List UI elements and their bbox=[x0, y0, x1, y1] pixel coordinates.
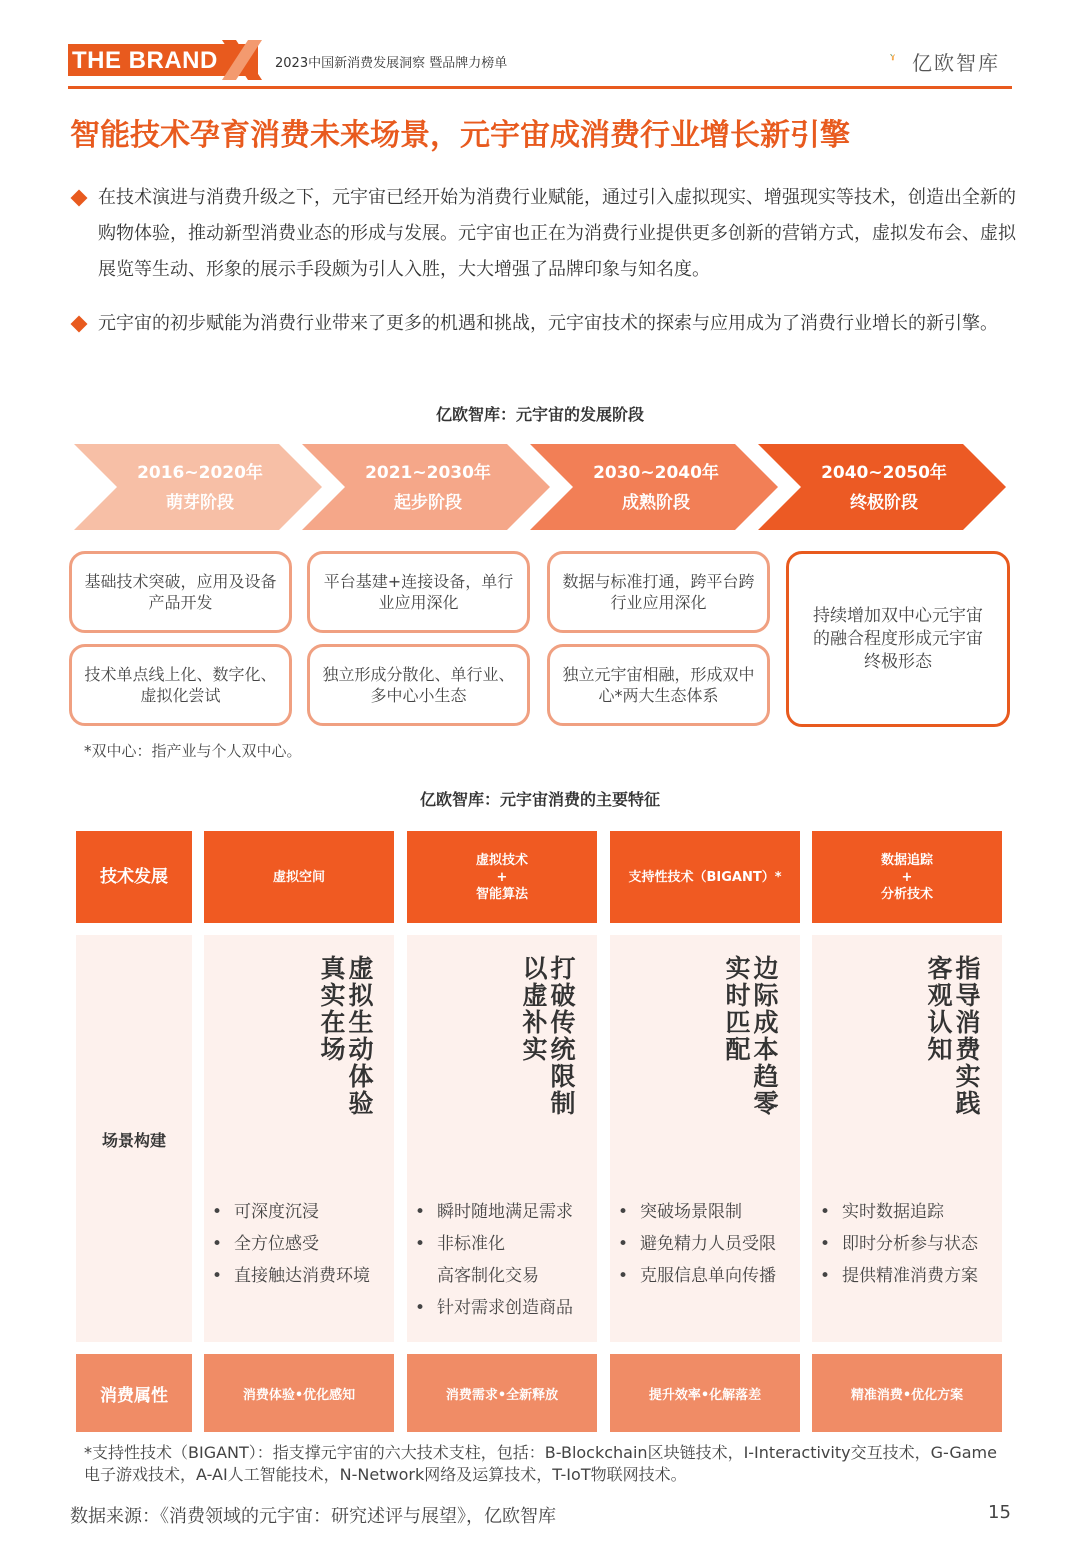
list-item: • 针对需求创造商品 bbox=[411, 1292, 573, 1324]
row-label-tech: 技术发展 bbox=[76, 831, 192, 923]
headline-4-col-a bbox=[953, 955, 983, 1117]
bullet-list-2 bbox=[411, 1196, 573, 1324]
headline-char: 时 bbox=[725, 981, 751, 1010]
headline-char: 虚 bbox=[348, 954, 374, 983]
attr-cell-2: 消费需求•全新释放 bbox=[407, 1354, 597, 1432]
row-label-attr: 消费属性 bbox=[76, 1354, 192, 1432]
paragraph-1: 在技术演进与消费升级之下，元宇宙已经开始为消费行业赋能，通过引入虚拟现实、增强现实等技术，创造出全新的购物体验，推动新型消费业态的形成与发展。元宇宙也正在为消费行业提供更多创新的营销方式，虚拟发布会、虚拟展览等生动、形象的展示手段颇为引人入胜，大大增强了品牌印象与知名度。 bbox=[98, 187, 1016, 280]
headline-char: 零 bbox=[753, 1089, 779, 1118]
stage-label-1: 2016~2020年 萌芽阶段 bbox=[137, 463, 263, 513]
features-title: 亿欧智库：元宇宙消费的主要特征 bbox=[419, 790, 660, 809]
stage-3-box-2: 独立元宇宙相融，形成双中心*两大生态体系 bbox=[547, 644, 770, 726]
bullet-list-1 bbox=[208, 1196, 370, 1292]
stage-3-box-1: 数据与标准打通，跨平台跨行业应用深化 bbox=[547, 551, 770, 633]
headline-char: 费 bbox=[955, 1035, 981, 1064]
list-item: • 非标准化 bbox=[411, 1228, 573, 1260]
headline-char: 配 bbox=[725, 1035, 751, 1064]
headline-char: 以 bbox=[522, 954, 548, 983]
headline-char: 在 bbox=[320, 1008, 346, 1037]
tech-cell-2: 虚拟技术 + 智能算法 bbox=[407, 831, 597, 923]
headline-char: 客 bbox=[927, 954, 953, 983]
data-source: 数据来源：《消费领域的元宇宙：研究述评与展望》，亿欧智库 bbox=[70, 1506, 556, 1527]
tech-cell-4: 数据追踪 + 分析技术 bbox=[812, 831, 1002, 923]
headline-char: 打 bbox=[550, 954, 576, 983]
headline-char: 消 bbox=[955, 1008, 981, 1037]
headline-char: 验 bbox=[348, 1089, 374, 1118]
list-item: • 突破场景限制 bbox=[614, 1196, 776, 1228]
diamond-bullet-icon bbox=[71, 190, 88, 207]
bullet-list-4 bbox=[816, 1196, 978, 1292]
stages-footnote: *双中心：指产业与个人双中心。 bbox=[84, 742, 302, 760]
list-item: • 瞬时随地满足需求 bbox=[411, 1196, 573, 1228]
headline-char: 边 bbox=[753, 954, 779, 983]
headline-char: 传 bbox=[550, 1008, 576, 1037]
list-item: • 即时分析参与状态 bbox=[816, 1228, 978, 1260]
diamond-bullet-icon bbox=[71, 316, 88, 333]
attr-cell-3: 提升效率•化解落差 bbox=[610, 1354, 800, 1432]
headline-1-col-a bbox=[346, 955, 376, 1117]
headline-char: 动 bbox=[348, 1035, 374, 1064]
headline-2-col-a bbox=[548, 955, 578, 1117]
list-item: 高客制化交易 bbox=[437, 1266, 539, 1286]
stages-title: 亿欧智库：元宇宙的发展阶段 bbox=[435, 405, 644, 424]
headline-char: 统 bbox=[550, 1035, 576, 1064]
bullet-list-3 bbox=[614, 1196, 776, 1292]
headline-char: 制 bbox=[550, 1089, 576, 1118]
headline-1-col-b bbox=[318, 955, 348, 1063]
list-item: • 全方位感受 bbox=[208, 1228, 370, 1260]
iyiou-logo-icon bbox=[890, 40, 914, 74]
headline-char: 观 bbox=[927, 981, 953, 1010]
headline-char: 知 bbox=[927, 1035, 953, 1064]
headline-char: 实 bbox=[320, 981, 346, 1010]
headline-char: 拟 bbox=[348, 981, 374, 1010]
list-item: • 避免精力人员受限 bbox=[614, 1228, 776, 1260]
attr-cell-1: 消费体验•优化感知 bbox=[204, 1354, 394, 1432]
list-item: • 实时数据追踪 bbox=[816, 1196, 978, 1228]
brand-x-icon bbox=[222, 40, 262, 80]
headline-char: 导 bbox=[955, 981, 981, 1010]
headline-char: 虚 bbox=[522, 981, 548, 1010]
logo-text: 亿欧智库 bbox=[912, 51, 1000, 75]
page-number: 15 bbox=[988, 1502, 1011, 1523]
page-title: 智能技术孕育消费未来场景，元宇宙成消费行业增长新引擎 bbox=[70, 118, 850, 153]
stage-label-4: 2040~2050年 终极阶段 bbox=[821, 463, 947, 513]
row-label-scene: 场景构建 bbox=[101, 1131, 166, 1150]
headline-char: 补 bbox=[522, 1008, 548, 1037]
paragraph-2: 元宇宙的初步赋能为消费行业带来了更多的机遇和挑战，元宇宙技术的探索与应用成为了消费行业增长的新引擎。 bbox=[98, 313, 998, 334]
attr-cell-4: 精准消费•优化方案 bbox=[812, 1354, 1002, 1432]
tech-cell-3: 支持性技术（BIGANT）* bbox=[610, 831, 800, 923]
list-item: • 提供精准消费方案 bbox=[816, 1260, 978, 1292]
bigant-footnote: *支持性技术（BIGANT）：指支撑元宇宙的六大技术支柱，包括：B-Blockchain区块链技术，I-Interactivity交互技术，G-Game电子游戏技术，A-AI人工智能技术，N-Network网络及运算技术，T-IoT物联网技术。 bbox=[84, 1443, 997, 1484]
stage-1-box-2: 技术单点线上化、数字化、虚拟化尝试 bbox=[69, 644, 292, 726]
stage-2-box-2: 独立形成分散化、单行业、多中心小生态 bbox=[307, 644, 530, 726]
header-divider bbox=[68, 86, 1012, 89]
headline-char: 真 bbox=[320, 954, 346, 983]
headline-char: 本 bbox=[753, 1035, 779, 1064]
stage-label-2: 2021~2030年 起步阶段 bbox=[365, 463, 491, 513]
headline-char: 指 bbox=[955, 954, 981, 983]
headline-char: 成 bbox=[753, 1008, 779, 1037]
headline-char: 破 bbox=[550, 981, 576, 1010]
headline-3-col-b bbox=[723, 955, 753, 1063]
headline-char: 实 bbox=[725, 954, 751, 983]
headline-char: 匹 bbox=[725, 1008, 751, 1037]
headline-2-col-b bbox=[520, 955, 550, 1063]
headline-char: 场 bbox=[320, 1035, 346, 1064]
stage-label-3: 2030~2040年 成熟阶段 bbox=[593, 463, 719, 513]
headline-char: 限 bbox=[550, 1062, 576, 1091]
stage-2-box-1: 平台基建+连接设备，单行业应用深化 bbox=[307, 551, 530, 633]
headline-char: 认 bbox=[927, 1008, 953, 1037]
tech-cell-1: 虚拟空间 bbox=[204, 831, 394, 923]
list-item: • 克服信息单向传播 bbox=[614, 1260, 776, 1292]
stage-1-box-1: 基础技术突破，应用及设备产品开发 bbox=[69, 551, 292, 633]
headline-char: 实 bbox=[522, 1035, 548, 1064]
list-item: • 直接触达消费环境 bbox=[208, 1260, 370, 1292]
headline-char: 践 bbox=[955, 1089, 981, 1118]
headline-char: 际 bbox=[753, 981, 779, 1010]
headline-char: 趋 bbox=[753, 1062, 779, 1091]
brand-title: THE BRAND bbox=[72, 47, 218, 74]
list-item: • 可深度沉浸 bbox=[208, 1196, 370, 1228]
headline-3-col-a bbox=[751, 955, 781, 1117]
headline-char: 体 bbox=[348, 1062, 374, 1091]
headline-char: 生 bbox=[348, 1008, 374, 1037]
report-subtitle: 2023中国新消费发展洞察 暨品牌力榜单 bbox=[275, 56, 508, 71]
stage-4-box: 持续增加双中心元宇宙的融合程度形成元宇宙终极形态 bbox=[786, 551, 1010, 727]
headline-4-col-b bbox=[925, 955, 955, 1063]
headline-char: 实 bbox=[955, 1062, 981, 1091]
